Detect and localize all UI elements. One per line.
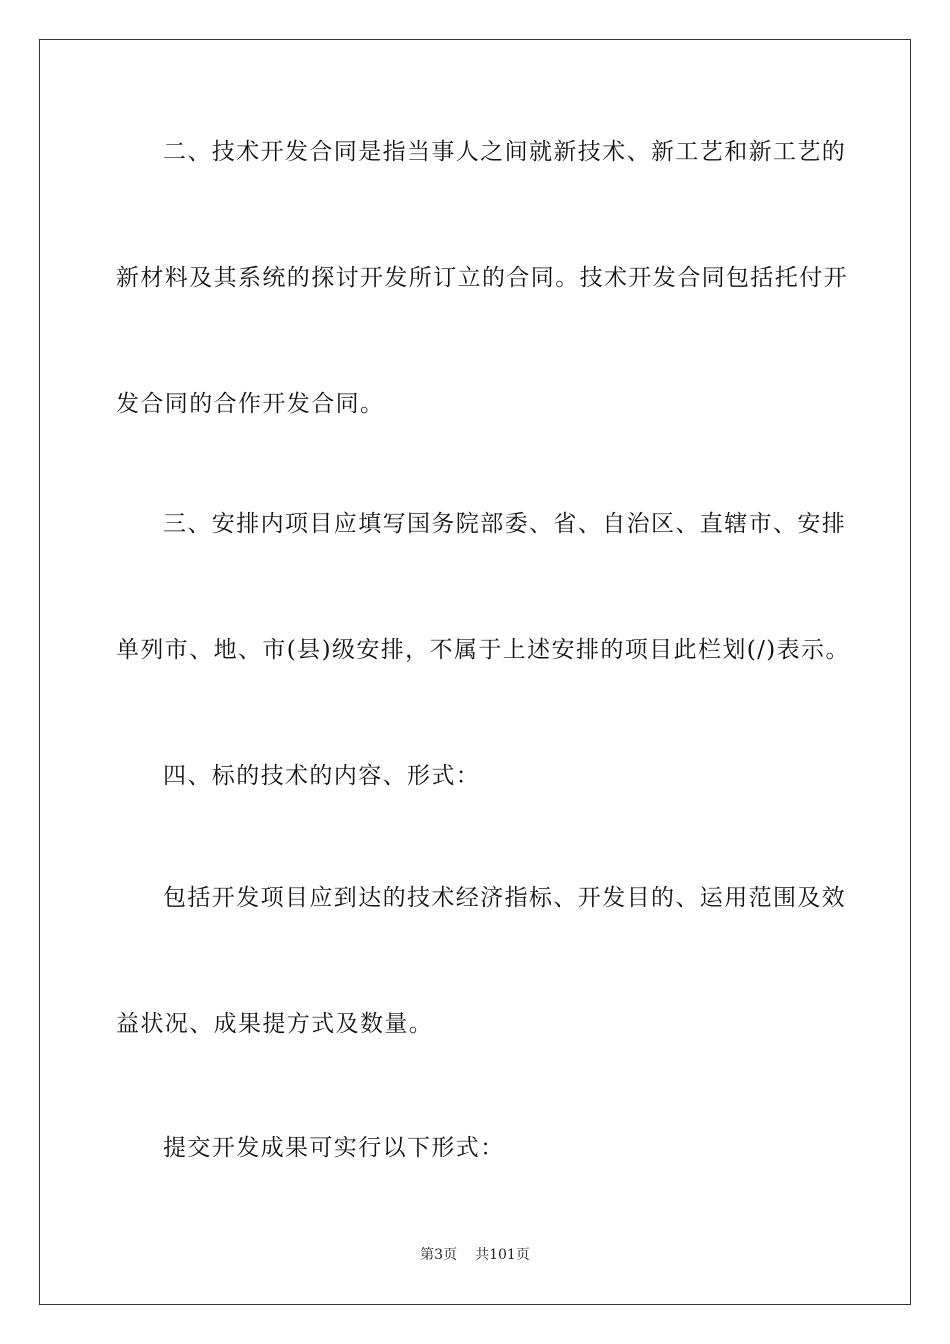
paragraph-line: 包括开发项目应到达的技术经济指标、开发目的、运用范围及效 [163,885,847,911]
paragraph-line: 提交开发成果可实行以下形式： [163,1135,505,1161]
paragraph-line: 单列市、地、市(县)级安排，不属于上述安排的项目此栏划(/)表示。 [116,637,850,663]
page-border [39,39,911,1305]
paragraph-line: 发合同的合作开发合同。 [116,391,385,417]
paragraph-line: 二、技术开发合同是指当事人之间就新技术、新工艺和新工艺的 [163,139,847,165]
total-pages: 共101页 [475,1247,530,1263]
paragraph-line: 益状况、成果提方式及数量。 [116,1011,434,1037]
page-footer [0,1246,950,1264]
paragraph-line: 新材料及其系统的探讨开发所订立的合同。技术开发合同包括托付开 [116,265,848,291]
page-number: 第3页 [420,1247,458,1263]
paragraph-line: 三、安排内项目应填写国务院部委、省、自治区、直辖市、安排 [163,511,847,537]
paragraph-line: 四、标的技术的内容、形式： [163,763,481,789]
